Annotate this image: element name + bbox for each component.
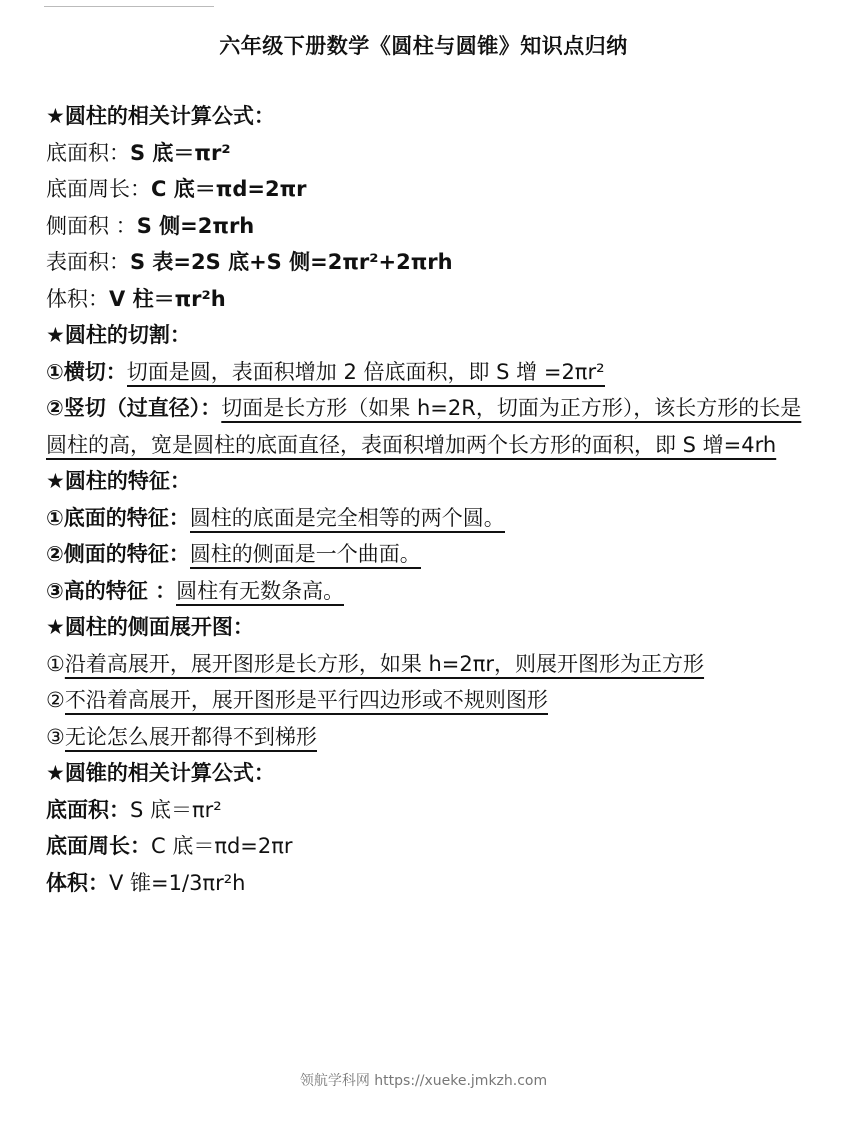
vertical-cut-paragraph (46, 390, 806, 463)
cylinder-formulas-heading: ★圆柱的相关计算公式： (46, 104, 275, 128)
cone-base-perimeter-line (46, 828, 806, 865)
cylinder-surface-area-line (46, 244, 806, 281)
unfold-item-3 (46, 719, 806, 756)
cylinder-base-area-line (46, 135, 806, 172)
unfold-item-1 (46, 646, 806, 683)
cylinder-base-area-formula: S 底＝πr² (130, 140, 231, 165)
base-feature-text: 圆柱的底面是完全相等的两个圆。 (190, 506, 505, 533)
unfold-item-3-text: 无论怎么展开都得不到梯形 (65, 725, 317, 752)
features-heading: ★圆柱的特征： (46, 469, 191, 493)
page-title: 六年级下册数学《圆柱与圆锥》知识点归纳 (219, 34, 628, 58)
cone-base-perimeter-label: 底面周长： (46, 834, 151, 858)
document-body (46, 98, 806, 901)
cylinder-base-perimeter-line (46, 171, 806, 208)
cylinder-surface-area-label: 表面积： (46, 250, 130, 274)
side-feature-label: ②侧面的特征： (46, 542, 190, 566)
cone-volume-line (46, 865, 806, 902)
vertical-cut-label: ②竖切（过直径）： (46, 396, 222, 420)
cylinder-base-area-label: 底面积： (46, 140, 130, 165)
base-feature-label: ①底面的特征： (46, 505, 190, 530)
cone-base-perimeter-formula: C 底＝πd=2πr (151, 834, 293, 858)
footer-watermark: 领航学科网 https://xueke.jmkzh.com (299, 1073, 548, 1089)
cylinder-lateral-area-line (46, 208, 806, 245)
vertical-cut-text: 切面是长方形（如果 h=2R，切面为正方形），该长方形的长是圆柱的高，宽是圆柱的底面直径，表面积增加两个长方形的面积，即 S 增=4rh (46, 396, 802, 457)
horizontal-cut-line (46, 354, 806, 391)
unfold-item-1-text: 沿着高展开，展开图形是长方形，如果 h=2πr，则展开图形为正方形 (64, 651, 705, 676)
cylinder-surface-area-formula: S 表=2S 底+S 侧=2πr²+2πrh (130, 250, 453, 274)
height-feature-text: 圆柱有无数条高。 (176, 579, 344, 606)
cylinder-base-perimeter-formula: C 底＝πd=2πr (151, 177, 307, 201)
cylinder-base-perimeter-label: 底面周长： (46, 177, 151, 201)
unfold-item-1-number: ① (46, 651, 65, 676)
cylinder-volume-formula: V 柱＝πr²h (109, 286, 226, 311)
base-feature-line (46, 500, 806, 537)
cutting-heading: ★圆柱的切割： (46, 323, 191, 347)
cylinder-lateral-area-label: 侧面积 ： (46, 213, 137, 238)
side-feature-text: 圆柱的侧面是一个曲面。 (190, 542, 421, 569)
unfold-item-3-number: ③ (46, 724, 65, 749)
height-feature-line (46, 573, 806, 610)
cylinder-lateral-area-formula: S 侧=2πrh (136, 213, 255, 238)
cylinder-volume-label: 体积： (46, 286, 109, 311)
side-feature-line (46, 536, 806, 573)
cone-volume-label: 体积： (46, 870, 109, 895)
unfold-item-2-number: ② (46, 688, 65, 712)
height-feature-label: ③高的特征 ： (46, 578, 177, 603)
cylinder-volume-line (46, 281, 806, 318)
unfold-item-2 (46, 682, 806, 719)
horizontal-cut-text: 切面是圆，表面积增加 2 倍底面积，即 S 增 =2πr² (127, 360, 605, 387)
horizontal-cut-label: ①横切： (46, 359, 127, 384)
unfold-heading: ★圆柱的侧面展开图： (46, 615, 254, 639)
unfold-item-2-text: 不沿着高展开，展开图形是平行四边形或不规则图形 (65, 688, 548, 715)
cone-formulas-heading: ★圆锥的相关计算公式： (46, 761, 275, 785)
cone-base-area-label: 底面积： (46, 797, 130, 822)
top-header-mark (44, 0, 214, 7)
cone-volume-formula: V 锥=1/3πr²h (109, 870, 246, 895)
cone-base-area-line (46, 792, 806, 829)
cone-base-area-formula: S 底＝πr² (130, 797, 222, 822)
